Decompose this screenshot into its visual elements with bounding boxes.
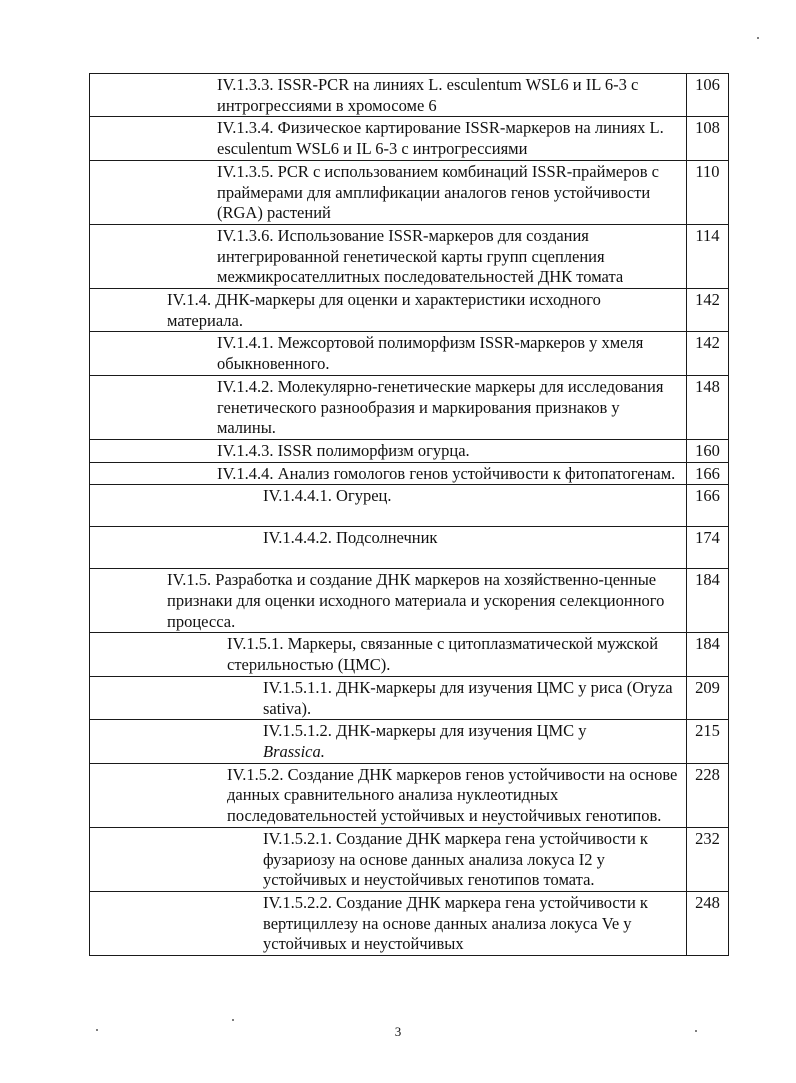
- toc-entry-title: IV.1.5.1.1. ДНК-маркеры для изучения ЦМС у риса (Oryza sativa).: [90, 676, 687, 719]
- toc-entry-page: 106: [687, 74, 729, 117]
- toc-entry-title: IV.1.4. ДНК-маркеры для оценки и характеристики исходного материала.: [90, 289, 687, 332]
- table-of-contents: [89, 73, 729, 956]
- toc-entry-page: 184: [687, 633, 729, 676]
- toc-row: [90, 439, 729, 462]
- toc-row: [90, 891, 729, 955]
- toc-entry-title: IV.1.4.4. Анализ гомологов генов устойчивости к фитопатогенам.: [90, 462, 687, 485]
- toc-row: [90, 375, 729, 439]
- toc-entry-page: 114: [687, 224, 729, 288]
- toc-entry-page: 232: [687, 827, 729, 891]
- toc-entry-page: 148: [687, 375, 729, 439]
- scan-speck: [232, 1019, 234, 1021]
- toc-entry-title: IV.1.4.3. ISSR полиморфизм огурца.: [90, 439, 687, 462]
- toc-row: [90, 117, 729, 160]
- toc-entry-page: 209: [687, 676, 729, 719]
- toc-row: [90, 827, 729, 891]
- toc-row: [90, 224, 729, 288]
- toc-entry-title: IV.1.4.1. Межсортовой полиморфизм ISSR-маркеров у хмеля обыкновенного.: [90, 332, 687, 375]
- toc-entry-title-main: IV.1.5.1.2. ДНК-маркеры для изучения ЦМС у: [263, 721, 587, 741]
- scan-speck: [695, 1030, 697, 1032]
- toc-row: [90, 485, 729, 527]
- toc-entry-page: 248: [687, 891, 729, 955]
- toc-entry-title: IV.1.3.3. ISSR-PCR на линиях L. esculentum WSL6 и IL 6-3 с интрогрессиями в хромосоме 6: [90, 74, 687, 117]
- toc-row: [90, 332, 729, 375]
- toc-entry-page: 160: [687, 439, 729, 462]
- toc-entry-title: IV.1.5.2.2. Создание ДНК маркера гена устойчивости к вертициллезу на основе данных анализа локуса Ve у устойчивых и неустойчивых: [90, 891, 687, 955]
- toc-entry-title: IV.1.4.4.2. Подсолнечник: [90, 527, 687, 569]
- toc-entry-page: 108: [687, 117, 729, 160]
- toc-entry-title: IV.1.4.2. Молекулярно-генетические маркеры для исследования генетического разнообразия и маркирования признаков у малины.: [90, 375, 687, 439]
- toc-entry-page: 142: [687, 332, 729, 375]
- toc-entry-page: 166: [687, 462, 729, 485]
- toc-row: [90, 74, 729, 117]
- toc-entry-title-italic: Brassica.: [263, 741, 325, 761]
- toc-entry-page: 166: [687, 485, 729, 527]
- toc-entry-page: 174: [687, 527, 729, 569]
- toc-entry-title: IV.1.3.6. Использование ISSR-маркеров для создания интегрированной генетической карты групп сцепления межмикросателлитных последовательностей ДНК томата: [90, 224, 687, 288]
- toc-row: [90, 527, 729, 569]
- toc-entry-page: 142: [687, 289, 729, 332]
- scan-speck: [757, 37, 759, 39]
- page-number: 3: [394, 1024, 402, 1039]
- toc-row: [90, 462, 729, 485]
- toc-entry-title: IV.1.3.5. PCR с использованием комбинаций ISSR-праймеров с праймерами для амплификации аналогов генов устойчивости (RGA) растений: [90, 160, 687, 224]
- toc-row: [90, 633, 729, 676]
- toc-entry-title: IV.1.3.4. Физическое картирование ISSR-маркеров на линиях L. esculentum WSL6 и IL 6-3 с интрогрессиями: [90, 117, 687, 160]
- toc-entry-title: IV.1.4.4.1. Огурец.: [90, 485, 687, 527]
- toc-row: [90, 569, 729, 633]
- toc-entry-page: 110: [687, 160, 729, 224]
- toc-entry-title: IV.1.5.1. Маркеры, связанные с цитоплазматической мужской стерильностью (ЦМС).: [90, 633, 687, 676]
- toc-entry-title: IV.1.5.2. Создание ДНК маркеров генов устойчивости на основе данных сравнительного анализа нуклеотидных последовательностей устойчивых и неустойчивых генотипов.: [90, 763, 687, 827]
- toc-entry-page: 228: [687, 763, 729, 827]
- toc-row: [90, 160, 729, 224]
- toc-entry-title: [90, 720, 687, 763]
- toc-entry-page: 184: [687, 569, 729, 633]
- scan-speck: [96, 1029, 98, 1031]
- toc-entry-page: 215: [687, 720, 729, 763]
- toc-entry-title: IV.1.5.2.1. Создание ДНК маркера гена устойчивости к фузариозу на основе данных анализа локуса I2 у устойчивых и неустойчивых генотипов томата.: [90, 827, 687, 891]
- toc-row: [90, 763, 729, 827]
- toc-row: [90, 676, 729, 719]
- toc-row: [90, 289, 729, 332]
- toc-row: [90, 720, 729, 763]
- toc-entry-title: IV.1.5. Разработка и создание ДНК маркеров на хозяйственно-ценные признаки для оценки исходного материала и ускорения селекционного процесса.: [90, 569, 687, 633]
